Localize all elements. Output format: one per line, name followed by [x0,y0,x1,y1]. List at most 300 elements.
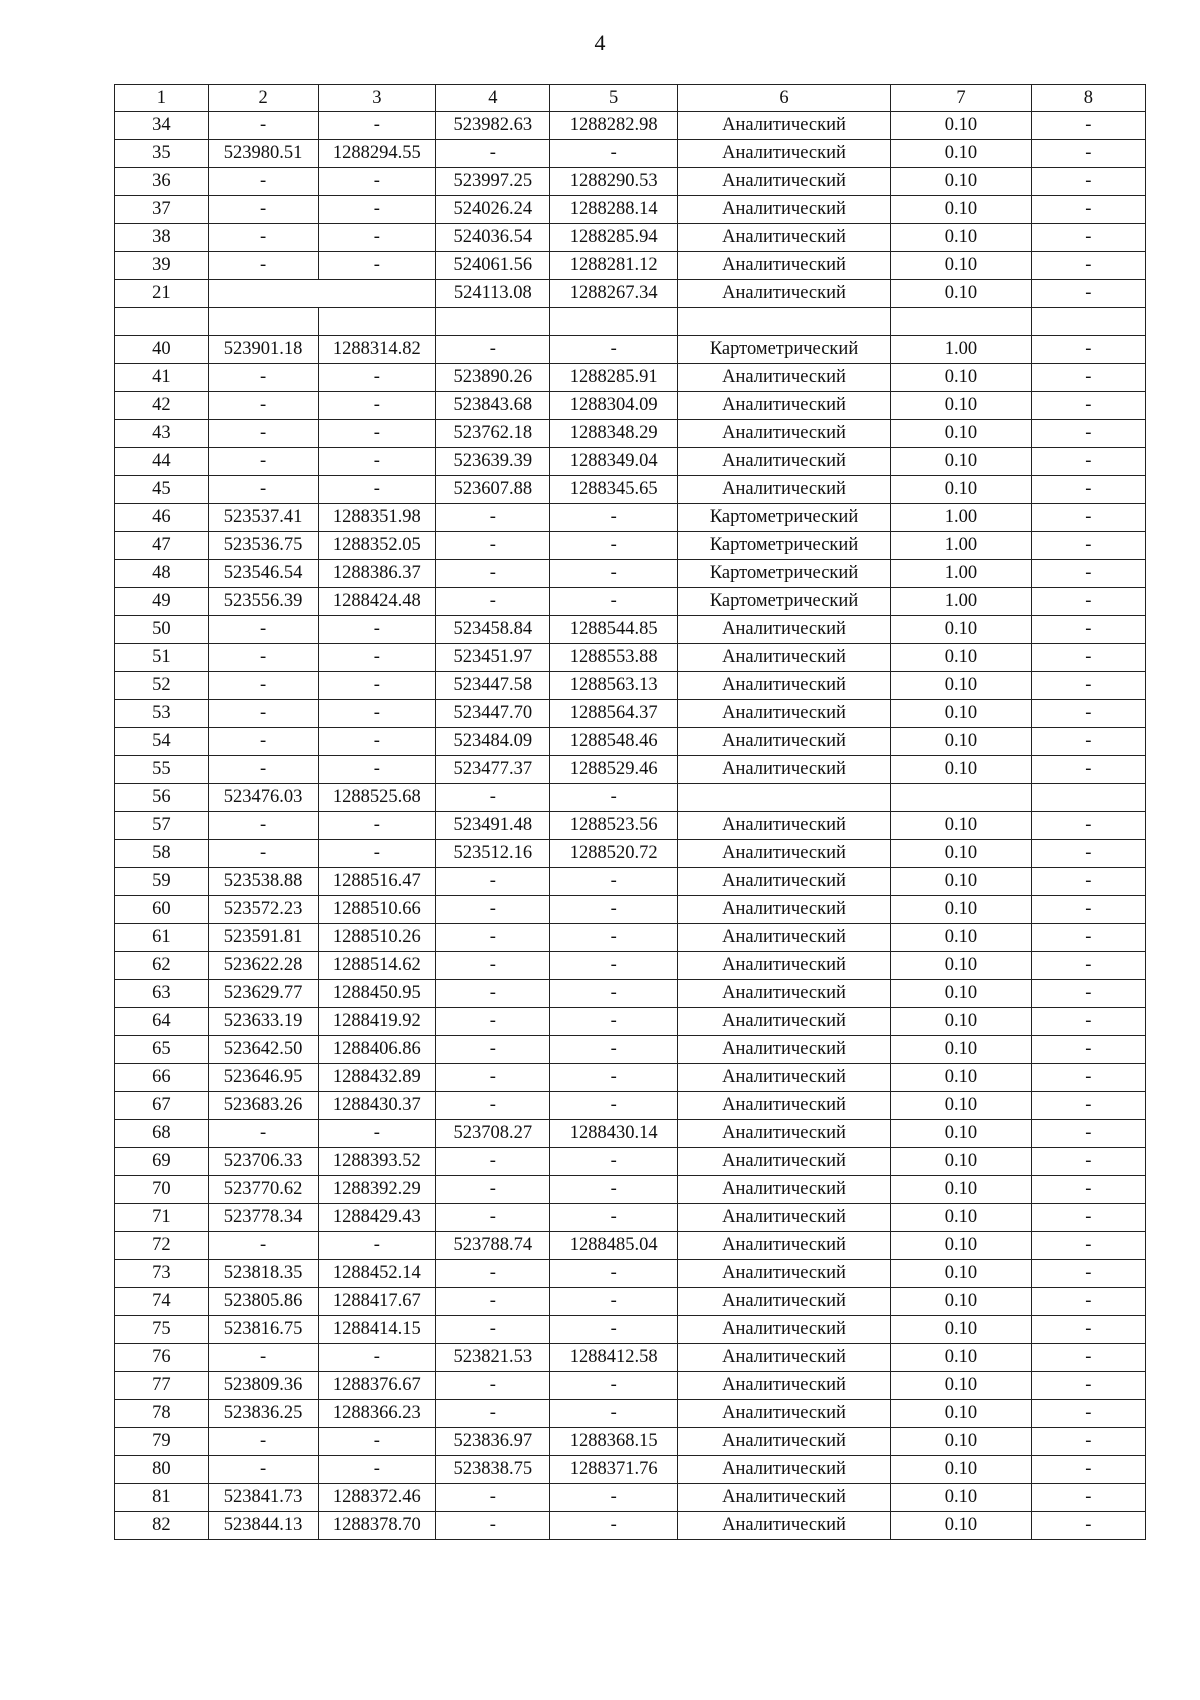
table-cell-col-4: 523843.68 [436,392,550,420]
table-cell-col-7: 0.10 [891,280,1031,308]
table-row [115,560,1146,588]
table-cell-col-3: - [318,700,436,728]
table-cell-col-5: - [550,1008,677,1036]
table-cell-col-2: 523805.86 [208,1288,318,1316]
table-cell-col-6: Аналитический [677,1484,890,1512]
table-cell-col-5: 1288285.94 [550,224,677,252]
table-cell-col-2: 523537.41 [208,504,318,532]
table-cell-col-6: Аналитический [677,420,890,448]
table-cell-col-6: Аналитический [677,1260,890,1288]
table-cell-col-5: 1288548.46 [550,728,677,756]
table-cell-col-6: Аналитический [677,1456,890,1484]
table-cell-col-5: - [550,336,677,364]
table-row [115,1428,1146,1456]
table-cell-col-3: - [318,616,436,644]
table-cell-col-4 [436,308,550,336]
table-cell-col-5: 1288304.09 [550,392,677,420]
table-cell-col-4: - [436,952,550,980]
table-cell-col-6: Аналитический [677,476,890,504]
table-cell-col-4: 523447.70 [436,700,550,728]
table-cell-col-2 [208,280,436,308]
table-cell-col-7: 0.10 [891,756,1031,784]
table-cell-col-2: - [208,1456,318,1484]
table-cell-col-5: 1288563.13 [550,672,677,700]
table-cell-col-3: - [318,812,436,840]
table-cell-col-1: 54 [115,728,209,756]
table-cell-col-5: - [550,1288,677,1316]
table-row [115,168,1146,196]
table-cell-col-6: Аналитический [677,112,890,140]
column-header-1: 1 [115,85,209,112]
table-row [115,336,1146,364]
table-cell-col-1: 36 [115,168,209,196]
table-cell-col-2: 523591.81 [208,924,318,952]
table-row [115,280,1146,308]
table-cell-col-6: Аналитический [677,700,890,728]
table-cell-col-6 [677,784,890,812]
table-row [115,728,1146,756]
table-cell-col-8: - [1031,420,1145,448]
table-row [115,448,1146,476]
table-cell-col-2: 523572.23 [208,896,318,924]
table-cell-col-8: - [1031,392,1145,420]
table-cell-col-1: 71 [115,1204,209,1232]
table-cell-col-8: - [1031,896,1145,924]
table-cell-col-1: 51 [115,644,209,672]
table-cell-col-4: 523458.84 [436,616,550,644]
table-cell-col-4: - [436,1316,550,1344]
table-cell-col-1: 38 [115,224,209,252]
table-cell-col-1: 69 [115,1148,209,1176]
table-cell-col-8: - [1031,616,1145,644]
table-cell-col-6: Аналитический [677,392,890,420]
table-cell-col-5: 1288412.58 [550,1344,677,1372]
table-cell-col-8: - [1031,1260,1145,1288]
table-cell-col-8: - [1031,140,1145,168]
table-row [115,756,1146,784]
table-cell-col-2: - [208,420,318,448]
table-cell-col-2: - [208,756,318,784]
table-row [115,896,1146,924]
table-cell-col-8: - [1031,1232,1145,1260]
table-cell-col-3: 1288366.23 [318,1400,436,1428]
table-row [115,700,1146,728]
table-cell-col-5: - [550,1064,677,1092]
table-row [115,196,1146,224]
table-row [115,140,1146,168]
table-row [115,504,1146,532]
table-cell-col-8: - [1031,1148,1145,1176]
table-cell-col-4: 523639.39 [436,448,550,476]
table-cell-col-5 [550,308,677,336]
table-row [115,420,1146,448]
table-cell-col-4: - [436,1512,550,1540]
table-cell-col-1: 35 [115,140,209,168]
table-cell-col-2: 523546.54 [208,560,318,588]
table-cell-col-4: 523821.53 [436,1344,550,1372]
table-cell-col-2: - [208,616,318,644]
table-cell-col-3: - [318,224,436,252]
table-cell-col-4: - [436,1400,550,1428]
table-cell-col-2 [208,308,318,336]
table-cell-col-6: Аналитический [677,1064,890,1092]
table-row [115,364,1146,392]
table-cell-col-1: 47 [115,532,209,560]
table-cell-col-8: - [1031,1316,1145,1344]
table-cell-col-8: - [1031,280,1145,308]
table-cell-col-2: 523844.13 [208,1512,318,1540]
table-cell-col-7: 1.00 [891,504,1031,532]
table-cell-col-2: - [208,700,318,728]
table-cell-col-2: 523538.88 [208,868,318,896]
table-cell-col-2: 523818.35 [208,1260,318,1288]
table-cell-col-3: 1288514.62 [318,952,436,980]
table-cell-col-8: - [1031,112,1145,140]
column-header-4: 4 [436,85,550,112]
table-cell-col-3: 1288510.26 [318,924,436,952]
table-cell-col-7: 0.10 [891,1484,1031,1512]
column-header-8: 8 [1031,85,1145,112]
coordinates-table [114,84,1146,1540]
table-cell-col-7: 0.10 [891,252,1031,280]
table-cell-col-4: 523607.88 [436,476,550,504]
table-cell-col-2: 523683.26 [208,1092,318,1120]
table-cell-col-5: - [550,1512,677,1540]
table-cell-col-2: 523816.75 [208,1316,318,1344]
table-cell-col-4: - [436,1148,550,1176]
table-cell-col-8 [1031,784,1145,812]
table-cell-col-6: Аналитический [677,728,890,756]
column-header-5: 5 [550,85,677,112]
table-cell-col-6: Аналитический [677,672,890,700]
table-row [115,1176,1146,1204]
table-cell-col-2: 523476.03 [208,784,318,812]
table-row [115,1232,1146,1260]
table-cell-col-8: - [1031,1204,1145,1232]
table-row [115,1064,1146,1092]
page-number: 4 [594,30,606,55]
table-row [115,1512,1146,1540]
table-cell-col-8: - [1031,1428,1145,1456]
table-cell-col-1: 60 [115,896,209,924]
table-cell-col-8 [1031,308,1145,336]
table-cell-col-3: 1288429.43 [318,1204,436,1232]
table-cell-col-7: 0.10 [891,868,1031,896]
table-cell-col-7: 0.10 [891,448,1031,476]
table-cell-col-1: 81 [115,1484,209,1512]
table-cell-col-8: - [1031,168,1145,196]
table-cell-col-2: - [208,364,318,392]
table-cell-col-6: Аналитический [677,1372,890,1400]
table-cell-col-3: 1288510.66 [318,896,436,924]
table-cell-col-5: - [550,588,677,616]
table-cell-col-6: Аналитический [677,644,890,672]
table-cell-col-2: 523622.28 [208,952,318,980]
table-cell-col-5: 1288430.14 [550,1120,677,1148]
table-cell-col-1: 46 [115,504,209,532]
table-cell-col-6: Аналитический [677,980,890,1008]
table-cell-col-5: 1288520.72 [550,840,677,868]
table-row [115,1036,1146,1064]
table-cell-col-6: Аналитический [677,924,890,952]
table-cell-col-8: - [1031,1008,1145,1036]
table-cell-col-1: 45 [115,476,209,504]
table-cell-col-4: 523890.26 [436,364,550,392]
table-row [115,476,1146,504]
table-row [115,224,1146,252]
table-cell-col-2: 523809.36 [208,1372,318,1400]
table-cell-col-7: 0.10 [891,168,1031,196]
table-cell-col-8: - [1031,952,1145,980]
table-cell-col-8: - [1031,476,1145,504]
table-cell-col-2: 523836.25 [208,1400,318,1428]
table-cell-col-2: - [208,224,318,252]
table-cell-col-3: - [318,672,436,700]
table-cell-col-4: - [436,504,550,532]
table-cell-col-2: 523556.39 [208,588,318,616]
table-cell-col-3: 1288392.29 [318,1176,436,1204]
table-cell-col-3: - [318,364,436,392]
table-cell-col-7: 0.10 [891,728,1031,756]
table-cell-col-8: - [1031,672,1145,700]
table-cell-col-1: 63 [115,980,209,1008]
table-cell-col-4: 524026.24 [436,196,550,224]
table-cell-col-6: Аналитический [677,1344,890,1372]
table-cell-col-3: 1288450.95 [318,980,436,1008]
table-cell-col-7: 0.10 [891,196,1031,224]
table-cell-col-3: 1288430.37 [318,1092,436,1120]
table-cell-col-3: 1288352.05 [318,532,436,560]
table-row [115,1008,1146,1036]
table-cell-col-6: Аналитический [677,252,890,280]
table-cell-col-6: Аналитический [677,1400,890,1428]
table-cell-col-6: Картометрический [677,336,890,364]
table-cell-col-1: 74 [115,1288,209,1316]
table-cell-col-2: - [208,644,318,672]
table-cell-col-3: 1288314.82 [318,336,436,364]
table-body [115,112,1146,1540]
table-cell-col-3: - [318,448,436,476]
table-cell-col-8: - [1031,336,1145,364]
table-cell-col-1: 57 [115,812,209,840]
table-cell-col-3: - [318,196,436,224]
table-cell-col-3: - [318,168,436,196]
table-cell-col-7: 0.10 [891,1456,1031,1484]
table-cell-col-6: Аналитический [677,168,890,196]
table-cell-col-8: - [1031,1512,1145,1540]
table-cell-col-5: - [550,868,677,896]
table-cell-col-1: 72 [115,1232,209,1260]
table-row [115,644,1146,672]
table-cell-col-2: 523980.51 [208,140,318,168]
table-cell-col-2: - [208,728,318,756]
table-cell-col-4: 524113.08 [436,280,550,308]
table-row [115,532,1146,560]
table-cell-col-6: Аналитический [677,896,890,924]
table-cell-col-5: - [550,504,677,532]
table-cell-col-5: - [550,896,677,924]
table-cell-col-2: - [208,252,318,280]
table-cell-col-5: - [550,1148,677,1176]
table-cell-col-5: - [550,980,677,1008]
table-cell-col-4: 523836.97 [436,1428,550,1456]
table-cell-col-4: 523447.58 [436,672,550,700]
table-cell-col-3: - [318,756,436,784]
table-cell-col-8: - [1031,700,1145,728]
table-cell-col-5: 1288564.37 [550,700,677,728]
table-row [115,1316,1146,1344]
table-cell-col-7: 0.10 [891,1372,1031,1400]
table-cell-col-5: - [550,784,677,812]
table-cell-col-3: 1288294.55 [318,140,436,168]
table-cell-col-4: 523997.25 [436,168,550,196]
table-cell-col-2: - [208,1344,318,1372]
table-cell-col-1: 43 [115,420,209,448]
table-cell-col-8: - [1031,588,1145,616]
table-cell-col-7: 0.10 [891,840,1031,868]
table-cell-col-6 [677,308,890,336]
table-row [115,812,1146,840]
table-cell-col-8: - [1031,868,1145,896]
table-cell-col-2: - [208,1428,318,1456]
table-row [115,784,1146,812]
table-cell-col-1: 53 [115,700,209,728]
table-cell-col-6: Картометрический [677,504,890,532]
table-cell-col-7: 0.10 [891,1428,1031,1456]
table-row [115,1344,1146,1372]
table-cell-col-1: 59 [115,868,209,896]
table-cell-col-7: 0.10 [891,1232,1031,1260]
table-cell-col-6: Аналитический [677,868,890,896]
table-cell-col-6: Аналитический [677,196,890,224]
table-cell-col-4: - [436,1288,550,1316]
table-cell-col-6: Аналитический [677,1204,890,1232]
table-cell-col-6: Аналитический [677,1120,890,1148]
table-cell-col-5: - [550,1484,677,1512]
table-cell-col-3: 1288417.67 [318,1288,436,1316]
table-cell-col-2: 523629.77 [208,980,318,1008]
table-cell-col-8: - [1031,1176,1145,1204]
table-cell-col-5: 1288485.04 [550,1232,677,1260]
table-cell-col-8: - [1031,1372,1145,1400]
table-cell-col-4: - [436,784,550,812]
table-cell-col-5: - [550,1400,677,1428]
table-cell-col-1: 40 [115,336,209,364]
table-cell-col-8: - [1031,252,1145,280]
table-row [115,1204,1146,1232]
table-cell-col-1: 39 [115,252,209,280]
table-cell-col-3: - [318,840,436,868]
table-cell-col-6: Аналитический [677,952,890,980]
table-cell-col-8: - [1031,1484,1145,1512]
table-cell-col-1: 77 [115,1372,209,1400]
table-cell-col-4: 523512.16 [436,840,550,868]
table-cell-col-5: - [550,1372,677,1400]
table-cell-col-3: - [318,476,436,504]
table-cell-col-8: - [1031,644,1145,672]
table-cell-col-1: 66 [115,1064,209,1092]
table-cell-col-7 [891,308,1031,336]
table-cell-col-7: 0.10 [891,420,1031,448]
table-cell-col-5: - [550,1176,677,1204]
table-cell-col-8: - [1031,840,1145,868]
table-cell-col-7: 0.10 [891,364,1031,392]
table-row [115,252,1146,280]
table-cell-col-6: Аналитический [677,1232,890,1260]
table-cell-col-7: 0.10 [891,476,1031,504]
table-row [115,672,1146,700]
table-cell-col-7: 0.10 [891,700,1031,728]
table-row [115,1120,1146,1148]
table-cell-col-3: - [318,420,436,448]
table-cell-col-3: 1288372.46 [318,1484,436,1512]
table-cell-col-2: - [208,672,318,700]
table-row [115,1400,1146,1428]
table-cell-col-5: - [550,924,677,952]
table-cell-col-4: - [436,1036,550,1064]
table-cell-col-3: - [318,112,436,140]
table-cell-col-1: 21 [115,280,209,308]
table-cell-col-7: 0.10 [891,1204,1031,1232]
table-cell-col-4: - [436,1260,550,1288]
table-cell-col-3: 1288424.48 [318,588,436,616]
table-cell-col-1: 65 [115,1036,209,1064]
table-cell-col-3: 1288525.68 [318,784,436,812]
table-cell-col-6: Аналитический [677,1512,890,1540]
table-cell-col-6: Аналитический [677,1176,890,1204]
table-cell-col-6: Аналитический [677,840,890,868]
table-cell-col-7 [891,784,1031,812]
table-cell-col-4: - [436,924,550,952]
table-cell-col-8: - [1031,196,1145,224]
table-cell-col-1: 73 [115,1260,209,1288]
table-cell-col-1: 64 [115,1008,209,1036]
table-cell-col-7: 0.10 [891,1064,1031,1092]
table-cell-col-3 [318,308,436,336]
table-cell-col-1: 68 [115,1120,209,1148]
table-cell-col-2: 523901.18 [208,336,318,364]
table-cell-col-2: - [208,168,318,196]
table-cell-col-3: 1288406.86 [318,1036,436,1064]
table-cell-col-7: 0.10 [891,392,1031,420]
table-cell-col-4: 523491.48 [436,812,550,840]
table-cell-col-2: - [208,448,318,476]
table-cell-col-4: - [436,1092,550,1120]
table-row [115,1372,1146,1400]
table-cell-col-8: - [1031,1036,1145,1064]
table-cell-col-8: - [1031,756,1145,784]
table-cell-col-5: - [550,1036,677,1064]
table-cell-col-3: 1288414.15 [318,1316,436,1344]
table-cell-col-4: - [436,868,550,896]
table-cell-col-4: - [436,1064,550,1092]
table-cell-col-5: - [550,1260,677,1288]
table-cell-col-6: Картометрический [677,532,890,560]
table-cell-col-4: - [436,532,550,560]
table-cell-col-2: 523841.73 [208,1484,318,1512]
table-cell-col-3: - [318,1232,436,1260]
table-cell-col-3: 1288386.37 [318,560,436,588]
table-cell-col-4: - [436,140,550,168]
table-row [115,868,1146,896]
table-cell-col-2: 523778.34 [208,1204,318,1232]
table-cell-col-7: 0.10 [891,1260,1031,1288]
table-cell-col-4: 523484.09 [436,728,550,756]
table-cell-col-6: Картометрический [677,560,890,588]
table-row [115,1288,1146,1316]
table-cell-col-4: - [436,1204,550,1232]
table-cell-col-6: Аналитический [677,1428,890,1456]
